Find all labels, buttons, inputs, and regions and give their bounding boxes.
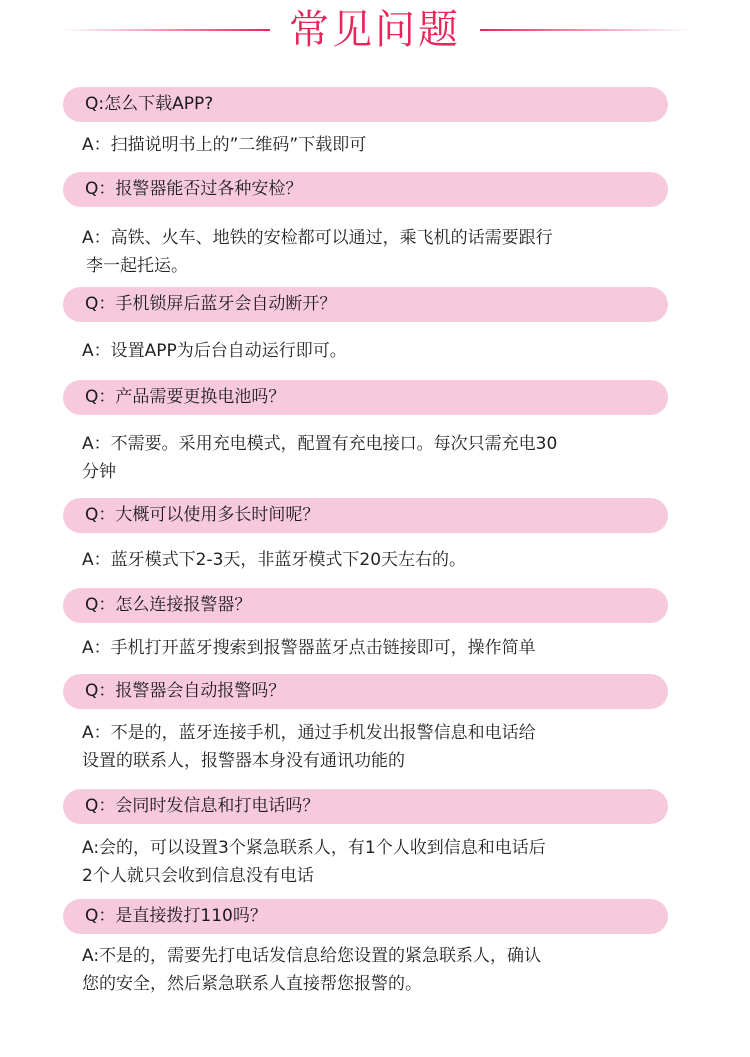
faq-answer-2 [82, 224, 672, 280]
answer-line: A：高铁、火车、地铁的安检都可以通过，乘飞机的话需要跟行 [82, 228, 553, 248]
faq-answer-4 [82, 430, 672, 486]
question-text: Q:怎么下载APP? [85, 94, 214, 114]
faq-answer-5 [82, 546, 672, 574]
answer-line: 分钟 [82, 462, 116, 482]
page-header [0, 0, 750, 64]
faq-question-9 [63, 899, 668, 934]
question-text: Q：大概可以使用多长时间呢？ [85, 505, 320, 525]
answer-line: 李一起托运。 [86, 256, 188, 276]
faq-answer-7 [82, 719, 672, 775]
answer-line: 2个人就只会收到信息没有电话 [82, 866, 314, 886]
question-text: Q：手机锁屏后蓝牙会自动断开？ [85, 294, 337, 314]
answer-line: A：不需要。采用充电模式，配置有充电接口。每次只需充电30 [82, 434, 558, 454]
answer-line: A:不是的，需要先打电话发信息给您设置的紧急联系人，确认 [82, 946, 542, 966]
answer-line: A：设置APP为后台自动运行即可。 [82, 341, 347, 361]
faq-question-7 [63, 674, 668, 709]
faq-answer-3 [82, 337, 672, 365]
question-text: Q：报警器会自动报警吗？ [85, 681, 286, 701]
faq-answer-8 [82, 834, 672, 890]
faq-answer-6 [82, 634, 672, 662]
answer-line: A：扫描说明书上的”二维码”下载即可 [82, 135, 367, 155]
answer-line: A：手机打开蓝牙搜索到报警器蓝牙点击链接即可，操作简单 [82, 638, 536, 658]
faq-question-4 [63, 380, 668, 415]
question-text: Q：报警器能否过各种安检？ [85, 179, 303, 199]
faq-answer-1 [82, 131, 672, 159]
answer-line: A：不是的，蓝牙连接手机，通过手机发出报警信息和电话给 [82, 723, 536, 743]
question-text: Q：是直接拨打110吗？ [85, 906, 267, 926]
question-text: Q：产品需要更换电池吗？ [85, 387, 286, 407]
faq-question-5 [63, 498, 668, 533]
faq-answer-9 [82, 942, 672, 998]
faq-question-2 [63, 172, 668, 207]
question-text: Q：会同时发信息和打电话吗？ [85, 796, 320, 816]
page-title: 常见问题 [289, 7, 461, 53]
title-divider-right [480, 29, 690, 31]
answer-line: 您的安全，然后紧急联系人直接帮您报警的。 [82, 974, 422, 994]
question-text: Q：怎么连接报警器？ [85, 595, 252, 615]
faq-question-6 [63, 588, 668, 623]
faq-question-8 [63, 789, 668, 824]
answer-line: A:会的，可以设置3个紧急联系人，有1个人收到信息和电话后 [82, 838, 546, 858]
answer-line: A：蓝牙模式下2-3天，非蓝牙模式下20天左右的。 [82, 550, 467, 570]
faq-question-3 [63, 287, 668, 322]
faq-question-1 [63, 87, 668, 122]
answer-line: 设置的联系人，报警器本身没有通讯功能的 [82, 751, 405, 771]
